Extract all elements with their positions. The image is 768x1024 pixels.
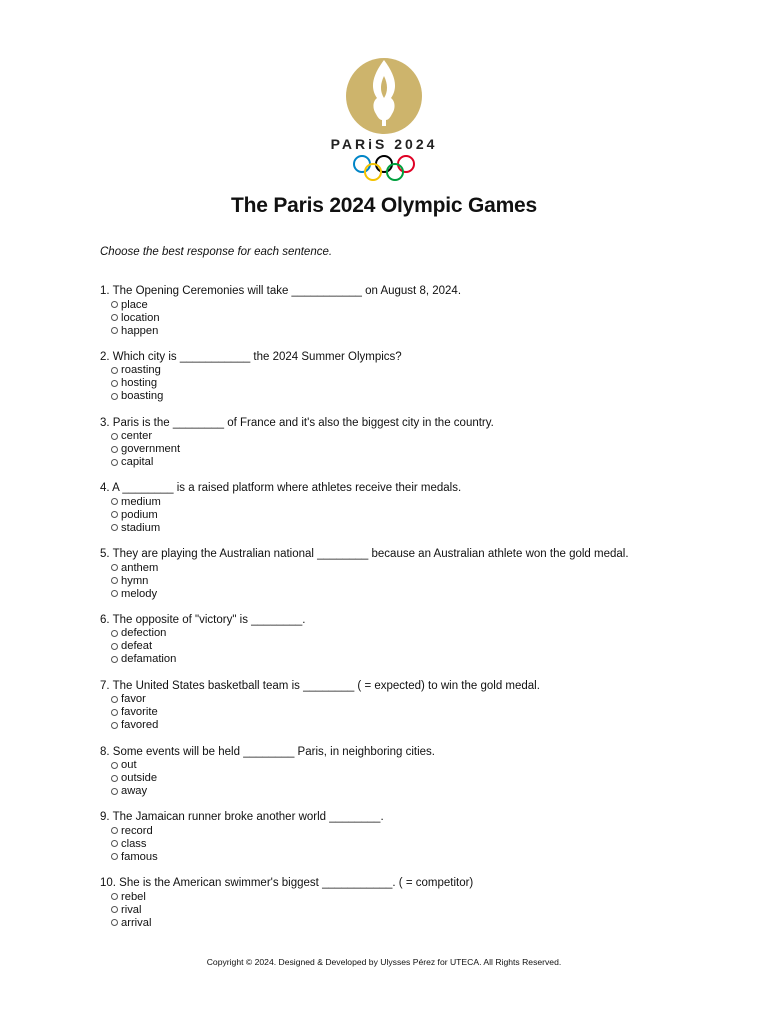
option-label: anthem bbox=[121, 561, 159, 574]
question-text: 8. Some events will be held ________ Paris, in neighboring cities. bbox=[100, 745, 435, 758]
answer-option[interactable] bbox=[111, 390, 720, 403]
radio-button[interactable] bbox=[111, 762, 118, 769]
option-label: record bbox=[121, 824, 153, 837]
question bbox=[100, 680, 720, 746]
radio-button[interactable] bbox=[111, 643, 118, 650]
answer-option[interactable] bbox=[111, 574, 720, 587]
radio-button[interactable] bbox=[111, 827, 118, 834]
radio-button[interactable] bbox=[111, 906, 118, 913]
question-list bbox=[100, 285, 720, 943]
option-label: boasting bbox=[121, 390, 164, 403]
answer-option[interactable] bbox=[111, 850, 720, 863]
option-label: away bbox=[121, 785, 148, 798]
option-label: class bbox=[121, 837, 147, 850]
question-text: 9. The Jamaican runner broke another world ________. bbox=[100, 811, 384, 824]
question bbox=[100, 548, 720, 614]
answer-option[interactable] bbox=[111, 587, 720, 600]
radio-button[interactable] bbox=[111, 840, 118, 847]
answer-option[interactable] bbox=[111, 693, 720, 706]
option-label: happen bbox=[121, 324, 159, 337]
answer-option[interactable] bbox=[111, 377, 720, 390]
option-label: defection bbox=[121, 627, 167, 640]
radio-button[interactable] bbox=[111, 564, 118, 571]
option-label: arrival bbox=[121, 916, 152, 929]
question-text: 1. The Opening Ceremonies will take ___________ on August 8, 2024. bbox=[100, 285, 462, 297]
radio-button[interactable] bbox=[111, 630, 118, 637]
radio-button[interactable] bbox=[111, 393, 118, 400]
radio-button[interactable] bbox=[111, 367, 118, 374]
question-text: 7. The United States basketball team is ________ ( = expected) to win the gold medal. bbox=[100, 679, 540, 692]
option-label: defeat bbox=[121, 640, 153, 653]
option-label: place bbox=[121, 298, 148, 311]
answer-option[interactable] bbox=[111, 521, 720, 534]
olympic-rings-icon bbox=[354, 156, 414, 180]
answer-option[interactable] bbox=[111, 508, 720, 521]
answer-option[interactable] bbox=[111, 824, 720, 837]
radio-button[interactable] bbox=[111, 380, 118, 387]
question-text: 4. A ________ is a raised platform where athletes receive their medals. bbox=[100, 482, 462, 495]
answer-option[interactable] bbox=[111, 719, 720, 732]
radio-button[interactable] bbox=[111, 788, 118, 795]
option-label: famous bbox=[121, 850, 158, 863]
answer-option[interactable] bbox=[111, 640, 720, 653]
question bbox=[100, 746, 720, 812]
copyright-footer: Copyright © 2024. Designed & Developed by Ulysses Pérez for UTECA. All Rights Reserved. bbox=[206, 957, 562, 967]
question-text: 10. She is the American swimmer's biggest ___________. ( = competitor) bbox=[100, 877, 474, 890]
answer-option[interactable] bbox=[111, 916, 720, 929]
answer-option[interactable] bbox=[111, 443, 720, 456]
paris-2024-logo bbox=[292, 46, 476, 192]
radio-button[interactable] bbox=[111, 590, 118, 597]
answer-option[interactable] bbox=[111, 456, 720, 469]
radio-button[interactable] bbox=[111, 696, 118, 703]
question bbox=[100, 351, 720, 417]
option-label: roasting bbox=[121, 364, 161, 377]
radio-button[interactable] bbox=[111, 853, 118, 860]
page-title: The Paris 2024 Olympic Games bbox=[230, 194, 538, 217]
radio-button[interactable] bbox=[111, 722, 118, 729]
answer-option[interactable] bbox=[111, 430, 720, 443]
radio-button[interactable] bbox=[111, 327, 118, 334]
option-label: favor bbox=[121, 693, 146, 706]
question bbox=[100, 417, 720, 483]
option-label: melody bbox=[121, 587, 158, 600]
question-text: 3. Paris is the ________ of France and it's also the biggest city in the country. bbox=[100, 416, 494, 429]
answer-option[interactable] bbox=[111, 837, 720, 850]
answer-option[interactable] bbox=[111, 903, 720, 916]
option-label: stadium bbox=[121, 521, 161, 534]
question bbox=[100, 482, 720, 548]
question bbox=[100, 811, 720, 877]
option-label: center bbox=[121, 430, 153, 443]
option-label: government bbox=[121, 443, 181, 456]
answer-option[interactable] bbox=[111, 890, 720, 903]
answer-option[interactable] bbox=[111, 298, 720, 311]
radio-button[interactable] bbox=[111, 459, 118, 466]
option-label: rebel bbox=[121, 890, 146, 903]
option-label: hosting bbox=[121, 377, 158, 390]
radio-button[interactable] bbox=[111, 893, 118, 900]
option-label: podium bbox=[121, 508, 158, 521]
radio-button[interactable] bbox=[111, 446, 118, 453]
question bbox=[100, 285, 720, 351]
option-label: outside bbox=[121, 772, 158, 785]
radio-button[interactable] bbox=[111, 433, 118, 440]
option-label: favored bbox=[121, 719, 159, 732]
answer-option[interactable] bbox=[111, 311, 720, 324]
radio-button[interactable] bbox=[111, 656, 118, 663]
option-label: medium bbox=[121, 495, 161, 508]
option-label: hymn bbox=[121, 574, 149, 587]
radio-button[interactable] bbox=[111, 498, 118, 505]
radio-button[interactable] bbox=[111, 577, 118, 584]
question-text: 5. They are playing the Australian national ________ because an Australian athlete won the gold medal. bbox=[100, 548, 629, 561]
question-text: 6. The opposite of "victory" is ________. bbox=[100, 613, 306, 626]
answer-option[interactable] bbox=[111, 785, 720, 798]
radio-button[interactable] bbox=[111, 709, 118, 716]
radio-button[interactable] bbox=[111, 314, 118, 321]
logo-wordmark: PARiS 2024 bbox=[330, 136, 438, 152]
option-label: defamation bbox=[121, 653, 177, 666]
answer-option[interactable] bbox=[111, 759, 720, 772]
question bbox=[100, 614, 720, 680]
radio-button[interactable] bbox=[111, 775, 118, 782]
radio-button[interactable] bbox=[111, 919, 118, 926]
option-label: out bbox=[121, 759, 137, 772]
answer-option[interactable] bbox=[111, 627, 720, 640]
question bbox=[100, 877, 720, 943]
instructions: Choose the best response for each sentence. bbox=[100, 246, 333, 258]
answer-option[interactable] bbox=[111, 324, 720, 337]
option-label: favorite bbox=[121, 706, 158, 719]
option-label: location bbox=[121, 311, 160, 324]
option-label: capital bbox=[121, 456, 154, 469]
option-label: rival bbox=[121, 903, 142, 916]
answer-option[interactable] bbox=[111, 495, 720, 508]
radio-button[interactable] bbox=[111, 301, 118, 308]
answer-option[interactable] bbox=[111, 653, 720, 666]
answer-option[interactable] bbox=[111, 706, 720, 719]
radio-button[interactable] bbox=[111, 524, 118, 531]
answer-option[interactable] bbox=[111, 364, 720, 377]
question-text: 2. Which city is ___________ the 2024 Summer Olympics? bbox=[100, 350, 402, 363]
answer-option[interactable] bbox=[111, 772, 720, 785]
radio-button[interactable] bbox=[111, 511, 118, 518]
answer-option[interactable] bbox=[111, 561, 720, 574]
